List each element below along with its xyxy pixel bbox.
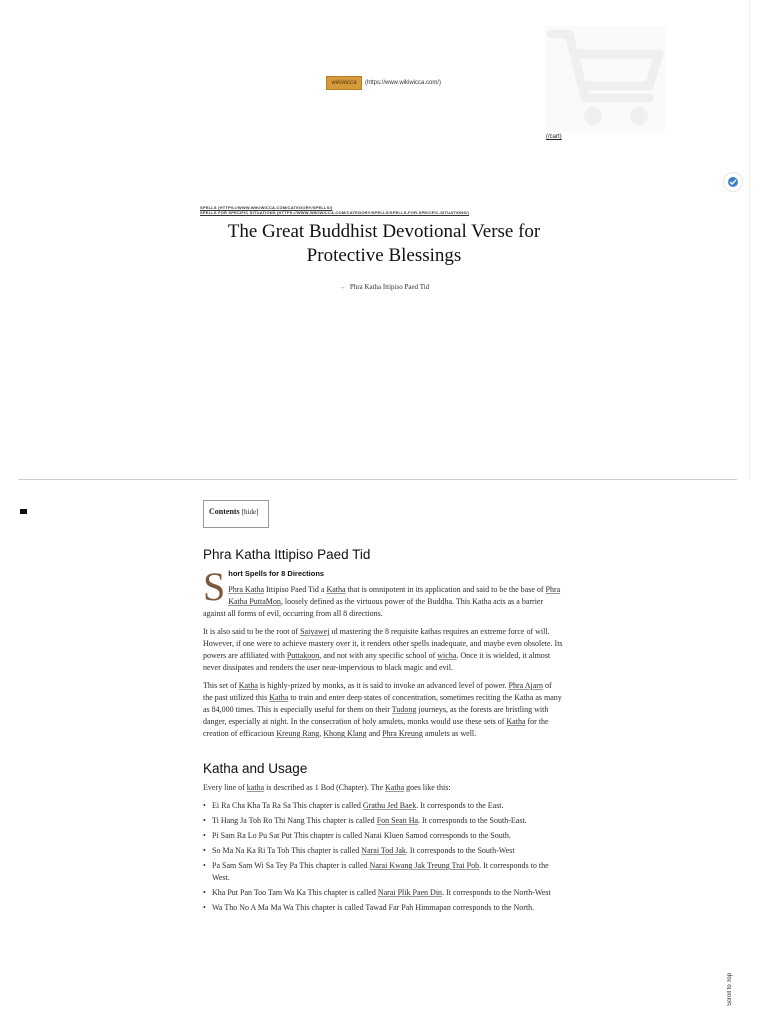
page-title: The Great Buddhist Devotional Verse for Protective Blessings <box>227 221 541 266</box>
list-item: • So Ma Na Ka Ri Ta Toh This chapter is called Narai Tod Jak. It corresponds to the South-West <box>203 846 515 855</box>
accessibility-icon <box>727 176 739 188</box>
link-katha[interactable]: Katha <box>385 783 405 792</box>
link-khong-klang[interactable]: Khong Klang <box>323 729 367 738</box>
bullet-icon: • <box>203 861 206 870</box>
link-chapter[interactable]: Narai Tod Jak <box>361 846 406 855</box>
site-logo-url[interactable]: (https://www.wikiwicca.com/) <box>365 80 442 86</box>
link-puttakoon[interactable]: Puttakoon <box>286 651 320 660</box>
contents-label: Contents <box>209 507 240 516</box>
list-item: • Kha Put Pan Too Tam Wa Ka This chapter is called Narai Plik Paen Din. It corresponds to the North-West <box>203 888 551 897</box>
link-chapter[interactable]: Grathu Jed Baek <box>362 801 417 810</box>
link-tudong[interactable]: Tudong <box>391 705 417 714</box>
article-body <box>203 546 563 917</box>
arrow-right-icon: → <box>338 283 346 291</box>
paragraph-1: Phra Katha Ittipiso Paed Tid a Katha that is omnipotent in its application and said to be the base of Phra Katha PuttaMon, loosely defined as the virtuous power of the Buddha. This Katha acts as a barrier against all forms of evil, occurring from all 8 directions. <box>203 585 561 618</box>
link-chapter[interactable]: Narai Kwang Jak Treung Trai Pob <box>369 861 480 870</box>
breadcrumb <box>200 206 469 215</box>
link-katha[interactable]: Katha <box>326 585 346 594</box>
list-item: • Pa Sam Sam Wi Sa Tey Pa This chapter is called Narai Kwang Jak Treung Trai Pob. It corresponds to the West. <box>203 861 549 882</box>
contents-hide-toggle[interactable]: [hide] <box>241 508 259 516</box>
bullet-icon: • <box>203 903 206 912</box>
side-marker <box>20 509 27 514</box>
paragraph-4: Every line of katha is described as 1 Bod (Chapter). The Katha goes like this: <box>203 783 451 792</box>
link-wicha[interactable]: wicha <box>437 651 457 660</box>
intro-block <box>203 564 563 626</box>
link-katha[interactable]: Katha <box>506 717 526 726</box>
table-of-contents <box>203 500 269 528</box>
section-heading-katha-usage: Katha and Usage <box>203 761 308 776</box>
site-logo[interactable]: wikiwicca <box>326 76 362 90</box>
link-katha[interactable]: Katha <box>238 681 258 690</box>
accessibility-button[interactable] <box>723 172 743 192</box>
bullet-icon: • <box>203 816 206 825</box>
section-heading-phra-katha: Phra Katha Ittipiso Paed Tid <box>203 547 371 562</box>
link-phra-kreung[interactable]: Phra Kreung <box>382 729 423 738</box>
list-item: • Pi Sam Ra Lo Pu Sat Put This chapter is called Narai Kluen Samod corresponds to the South. <box>203 831 511 840</box>
link-katha[interactable]: Katha <box>269 693 289 702</box>
scroll-to-top-tab[interactable]: Scroll to Top <box>727 973 733 1007</box>
bullet-icon: • <box>203 846 206 855</box>
list-item: • Ei Ra Cha Kha Ta Ra Sa This chapter is called Grathu Jed Baek. It corresponds to the East. <box>203 801 504 810</box>
bullet-icon: • <box>203 831 206 840</box>
page-edge-line <box>749 0 750 479</box>
link-phra-ajarn[interactable]: Phra Ajarn <box>508 681 543 690</box>
link-saiyawej[interactable]: Saiyawej <box>300 627 330 636</box>
subheading: hort Spells for 8 Directions <box>228 569 325 578</box>
breadcrumb-specific-situations[interactable]: SPELLS FOR SPECIFIC SITUATIONS (HTTPS://WWW.WIKIWICCA.COM/CATEGORY/SPELLS/SPELLS-FOR-SPECIFIC-SITUATIONS/) <box>200 209 470 215</box>
breadcrumb-spells[interactable]: SPELLS (HTTPS://WWW.WIKIWICCA.COM/CATEGORY/SPELLS/) <box>200 205 333 210</box>
bullet-icon: • <box>203 801 206 810</box>
link-katha[interactable]: katha <box>246 783 265 792</box>
cart-icon[interactable] <box>545 26 665 132</box>
toc-jump-label[interactable]: Phra Katha Ittipiso Paed Tid <box>349 283 430 291</box>
link-phra-katha[interactable]: Phra Katha <box>228 585 265 594</box>
paragraph-3: This set of Katha is highly-prized by monks, as it is said to invoke an advanced level of power. Phra Ajarn of the past utilized this Katha to train and enter deep states of concentration, sometimes reciting the Katha as many as 84,000 times. This is especially useful for them on their Tudong journeys, as the forests are bristling with danger, especially at night. In the consecration of holy amulets, monks would use these sets of Katha for the creation of efficacious Kreung Rang, Khong Klang and Phra Kreung amulets as well. <box>203 681 562 738</box>
link-chapter[interactable]: Fon Sean Ha <box>376 816 419 825</box>
verse-list <box>203 800 563 914</box>
link-phra-katha-puttamon[interactable]: Phra Katha PuttaMon <box>228 585 561 606</box>
site-logo-link[interactable] <box>326 76 441 90</box>
list-item: • Ti Hang Ja Toh Ro Thi Nang This chapter is called Fon Sean Ha. It corresponds to the South-East. <box>203 816 527 825</box>
link-chapter[interactable]: Narai Plik Paen Din <box>377 888 443 897</box>
link-kreung-rang[interactable]: Kreung Rang <box>276 729 320 738</box>
list-item: • Wa Tho No A Ma Ma Wa This chapter is called Tawad Far Pah Himmapan corresponds to the North. <box>203 903 535 912</box>
toc-jump-link[interactable] <box>200 283 568 291</box>
drop-cap: S <box>203 564 226 609</box>
bullet-icon: • <box>203 888 206 897</box>
cart-link[interactable]: (/cart) <box>546 134 562 140</box>
paragraph-2: It is also said to be the root of Saiyawej ıd mastering the 8 requisite kathas requires an extreme force of will. However, if one were to achieve mastery over it, it renders other spells inadequate, and maybe even obsolete. Its powers are affiliated with Puttakoon, and not with any specific school of wicha. Once it is wielded, it almost never dissipates and renders the user near-impervious to black magic and evil. <box>203 627 563 672</box>
